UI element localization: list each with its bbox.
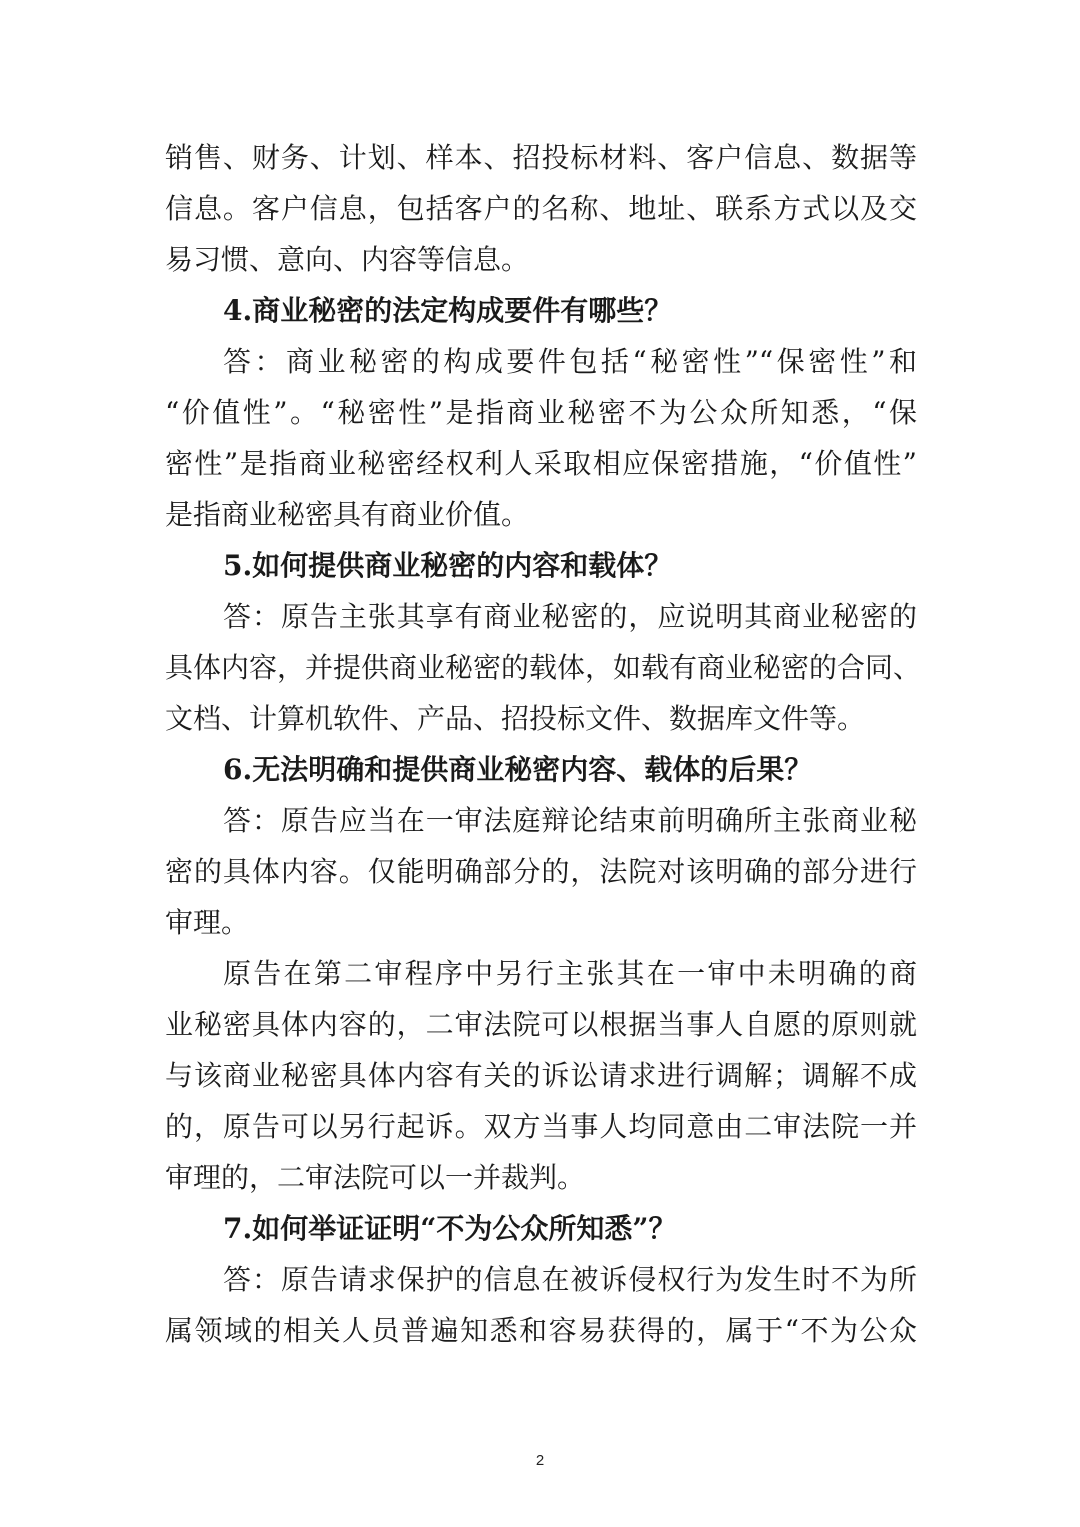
paragraph-line: 密性”是指商业秘密经权利人采取相应保密措施，“价值性” xyxy=(165,447,917,480)
document-body xyxy=(165,132,922,1356)
paragraph-line: 原告在第二审程序中另行主张其在一审中未明确的商 xyxy=(223,957,917,990)
paragraph-line: 易习惯、意向、内容等信息。 xyxy=(165,243,530,276)
paragraph-line: 的，原告可以另行起诉。双方当事人均同意由二审法院一并 xyxy=(165,1110,917,1143)
section-heading: 6.无法明确和提供商业秘密内容、载体的后果？ xyxy=(223,753,813,786)
paragraph-line: 答：商业秘密的构成要件包括“秘密性”“保密性”和 xyxy=(223,345,917,378)
paragraph-line: 业秘密具体内容的，二审法院可以根据当事人自愿的原则就 xyxy=(165,1008,917,1041)
paragraph-line: 审理的，二审法院可以一并裁判。 xyxy=(165,1161,586,1194)
paragraph-line: 密的具体内容。仅能明确部分的，法院对该明确的部分进行 xyxy=(165,855,917,888)
paragraph-line: 文档、计算机软件、产品、招投标文件、数据库文件等。 xyxy=(165,702,866,735)
paragraph-line: 与该商业秘密具体内容有关的诉讼请求进行调解；调解不成 xyxy=(165,1059,917,1092)
paragraph-line: 审理。 xyxy=(165,906,250,939)
paragraph-line: 答：原告应当在一审法庭辩论结束前明确所主张商业秘 xyxy=(223,804,917,837)
section-heading: 4.商业秘密的法定构成要件有哪些？ xyxy=(223,294,673,327)
paragraph-line: 属领域的相关人员普遍知悉和容易获得的，属于“不为公众 xyxy=(165,1314,917,1347)
paragraph-line: 销售、财务、计划、样本、招投标材料、客户信息、数据等 xyxy=(165,141,917,174)
paragraph-line: 答：原告主张其享有商业秘密的，应说明其商业秘密的 xyxy=(223,600,917,633)
section-heading: 5.如何提供商业秘密的内容和载体？ xyxy=(223,549,673,582)
paragraph-line: 答：原告请求保护的信息在被诉侵权行为发生时不为所 xyxy=(223,1263,917,1296)
paragraph-line: 信息。客户信息，包括客户的名称、地址、联系方式以及交 xyxy=(165,192,917,225)
paragraph-line: 是指商业秘密具有商业价值。 xyxy=(165,498,530,531)
paragraph-line: “价值性”。“秘密性”是指商业秘密不为公众所知悉，“保 xyxy=(165,396,917,429)
paragraph-line: 具体内容，并提供商业秘密的载体，如载有商业秘密的合同、 xyxy=(165,651,922,684)
section-heading: 7.如何举证证明“不为公众所知悉”？ xyxy=(223,1212,677,1245)
page-number: 2 xyxy=(535,1452,545,1469)
